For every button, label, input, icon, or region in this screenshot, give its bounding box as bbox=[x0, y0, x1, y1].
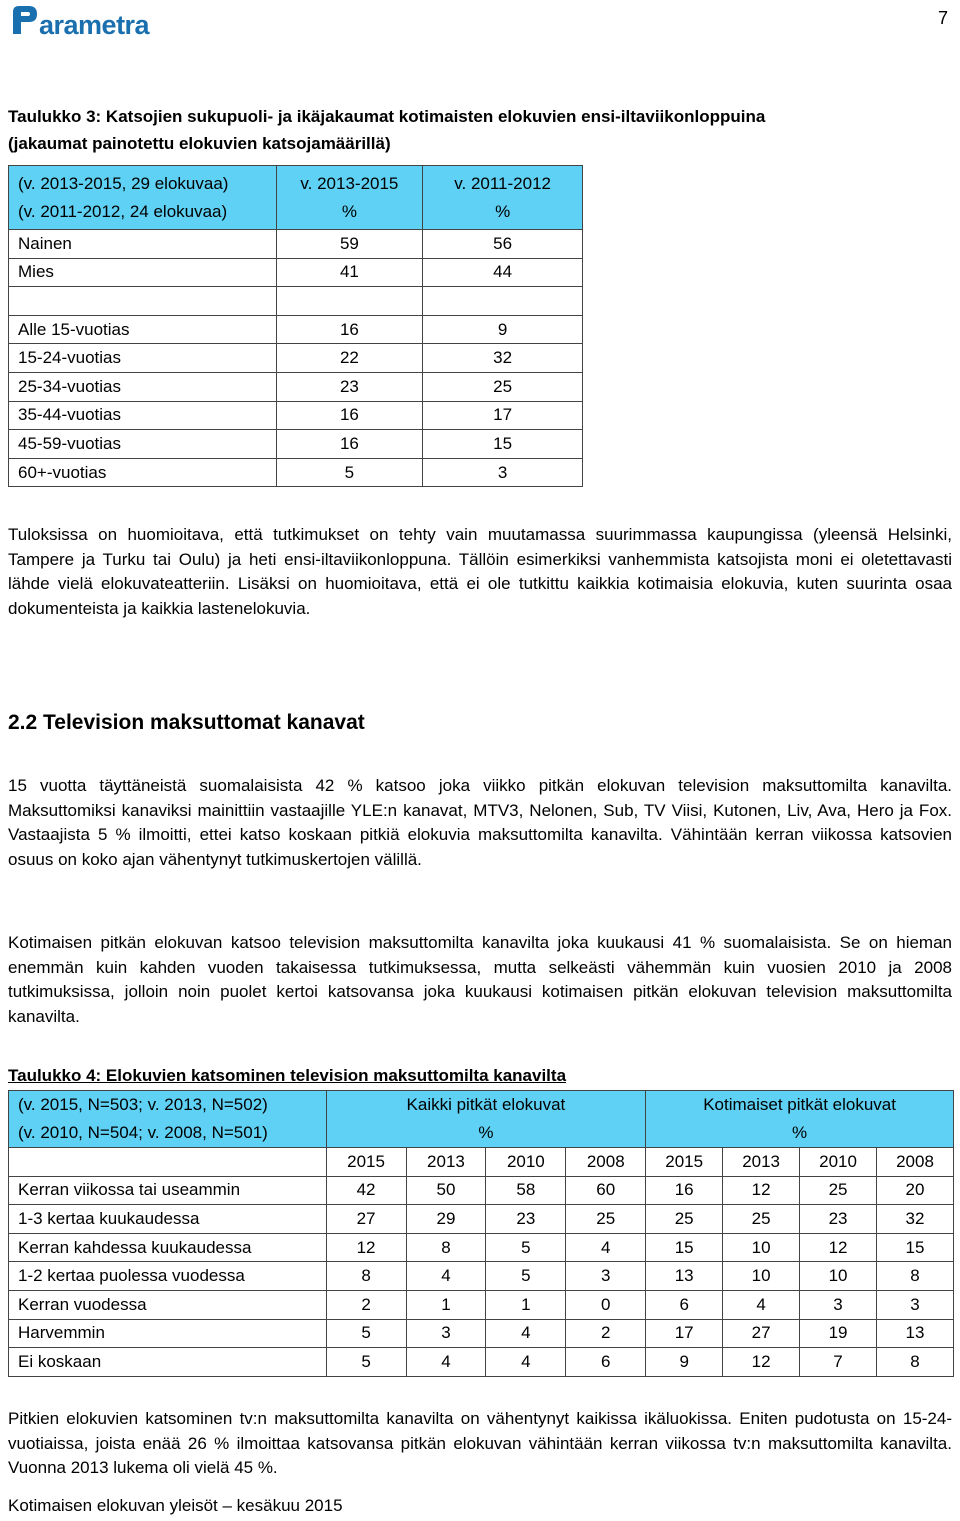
table4-row-value: 32 bbox=[876, 1205, 953, 1234]
table3-row-value-2013-2015 bbox=[276, 287, 423, 316]
table3-row-value-2013-2015: 16 bbox=[276, 315, 423, 344]
table4-row-value: 12 bbox=[326, 1233, 406, 1262]
table4-row-value: 15 bbox=[646, 1233, 723, 1262]
table4-row-value: 2 bbox=[326, 1290, 406, 1319]
table3-row-value-2011-2012: 25 bbox=[423, 372, 583, 401]
table4-row bbox=[9, 1205, 954, 1234]
table4-row-label: 1-2 kertaa puolessa vuodessa bbox=[9, 1262, 327, 1291]
table3-row-label: 35-44-vuotias bbox=[9, 401, 277, 430]
table4-row-value: 4 bbox=[486, 1319, 566, 1348]
table4-row-label: Harvemmin bbox=[9, 1319, 327, 1348]
table3-row bbox=[9, 344, 583, 373]
table3-caption-line1: Taulukko 3: Katsojien sukupuoli- ja ikäjakaumat kotimaisten elokuvien ensi-iltaviikonloppuina bbox=[8, 107, 766, 126]
table4-group-domestic-unit: % bbox=[792, 1123, 808, 1142]
table4-row-value: 19 bbox=[800, 1319, 877, 1348]
table4-row-label: Kerran viikossa tai useammin bbox=[9, 1176, 327, 1205]
table3-row-label: 60+-vuotias bbox=[9, 458, 277, 487]
table4-group-all-title: Kaikki pitkät elokuvat bbox=[406, 1095, 566, 1114]
table4-row-value: 60 bbox=[566, 1176, 646, 1205]
table3-row bbox=[9, 258, 583, 287]
table4-row-value: 4 bbox=[723, 1290, 800, 1319]
table3 bbox=[8, 165, 583, 487]
table3-row-label: Nainen bbox=[9, 230, 277, 259]
table3-caption bbox=[8, 103, 765, 157]
table3-row-value-2011-2012: 44 bbox=[423, 258, 583, 287]
table4-row-value: 8 bbox=[406, 1233, 486, 1262]
table3-row bbox=[9, 315, 583, 344]
table4-row bbox=[9, 1233, 954, 1262]
paragraph-4: Pitkien elokuvien katsominen tv:n maksuttomilta kanavilta on vähentynyt kaikissa ikäluokissa. Eniten pudotusta on 15-24-vuotiaissa, joista enää 26 % ilmoittaa katsovansa pitkän elokuvan vähintään kerran viikossa tv:n maksuttomilta kanavilta. Vuonna 2013 lukema oli vielä 45 %. bbox=[8, 1409, 952, 1477]
table4-row-label: Kerran kahdessa kuukaudessa bbox=[9, 1233, 327, 1262]
table4-row-value: 10 bbox=[723, 1262, 800, 1291]
table3-row bbox=[9, 230, 583, 259]
table3-row-value-2011-2012: 15 bbox=[423, 430, 583, 459]
table3-head-left-1: (v. 2013-2015, 29 elokuvaa) bbox=[18, 173, 229, 193]
table4-row-label: 1-3 kertaa kuukaudessa bbox=[9, 1205, 327, 1234]
table3-row-value-2013-2015: 22 bbox=[276, 344, 423, 373]
table4-group-domestic-title: Kotimaiset pitkät elokuvat bbox=[703, 1095, 896, 1114]
table3-head-col1-1: v. 2013-2015 bbox=[300, 173, 399, 193]
table3-row-label bbox=[9, 287, 277, 316]
table3-row bbox=[9, 287, 583, 316]
table3-row-value-2011-2012 bbox=[423, 287, 583, 316]
table4-row-value: 5 bbox=[486, 1233, 566, 1262]
table4-row-value: 8 bbox=[876, 1348, 953, 1377]
table4-row bbox=[9, 1319, 954, 1348]
table3-row-label: 15-24-vuotias bbox=[9, 344, 277, 373]
table4-row-value: 17 bbox=[646, 1319, 723, 1348]
table4-row-value: 13 bbox=[876, 1319, 953, 1348]
paragraph-3: Kotimaisen pitkän elokuvan katsoo television maksuttomilta kanavilta joka kuukausi 41 % suomalaisista. Se on hieman enemmän kuin kahden vuoden takaisessa tutkimuksessa, mutta selkeästi vähemmän kuin vuosien 2010 ja 2008 tutkimuksissa, jolloin noin puolet kertoi katsovansa joka kuukausi kotimaisen pitkän elokuvan television maksuttomilta kanavilta. bbox=[8, 933, 952, 1026]
table4-row-value: 23 bbox=[800, 1205, 877, 1234]
paragraph-1: Tuloksissa on huomioitava, että tutkimukset on tehty vain muutamassa suurimmassa kaupungissa (yleensä Helsinki, Tampere ja Turku tai Oulu) ja heti ensi-iltaviikonloppuna. Tällöin esimerkiksi vanhemmista katsojista moni ei oletettavasti lähde vielä elokuvateatteriin. Lisäksi on huomioitava, että ei ole tutkittu kaikkia kotimaisia elokuvia, kuten suurinta osaa dokumenteista ja kaikkia lastenelokuvia. bbox=[8, 525, 952, 618]
table4-row-value: 0 bbox=[566, 1290, 646, 1319]
table4-row bbox=[9, 1176, 954, 1205]
section-heading: 2.2 Television maksuttomat kanavat bbox=[8, 711, 365, 734]
table4-row-value: 4 bbox=[406, 1262, 486, 1291]
table3-row-value-2011-2012: 17 bbox=[423, 401, 583, 430]
table4-row-value: 25 bbox=[723, 1205, 800, 1234]
table4-row-value: 12 bbox=[800, 1233, 877, 1262]
table4-row-value: 3 bbox=[876, 1290, 953, 1319]
table3-row-value-2011-2012: 56 bbox=[423, 230, 583, 259]
table4-row-value: 10 bbox=[723, 1233, 800, 1262]
table4-years-row bbox=[9, 1148, 954, 1177]
table4-row-value: 13 bbox=[646, 1262, 723, 1291]
parametra-logo bbox=[9, 4, 161, 40]
table4-row-value: 27 bbox=[723, 1319, 800, 1348]
table3-row bbox=[9, 430, 583, 459]
table4-year-header: 2010 bbox=[800, 1148, 877, 1177]
table4-row-value: 5 bbox=[326, 1348, 406, 1377]
table4-row-value: 27 bbox=[326, 1205, 406, 1234]
table4-year-header: 2008 bbox=[876, 1148, 953, 1177]
table4-year-header: 2013 bbox=[723, 1148, 800, 1177]
table3-head-col2-2: % bbox=[495, 201, 511, 221]
table3-row-label: 45-59-vuotias bbox=[9, 430, 277, 459]
table4-head-left bbox=[9, 1091, 327, 1148]
table4-row-value: 25 bbox=[800, 1176, 877, 1205]
paragraph-2: 15 vuotta täyttäneistä suomalaisista 42 % katsoo joka viikko pitkän elokuvan television maksuttomilta kanavilta. Maksuttomiksi kanaviksi mainittiin vastaajille YLE:n kanavat, MTV3, Nelonen, Sub, TV Viisi, Kutonen, Liv, Ava, Hero ja Fox. Vastaajista 5 % ilmoitti, ettei katso koskaan pitkiä elokuvia maksuttomilta kanavilta. Vähintään kerran viikossa katsovien osuus on koko ajan vähentynyt tutkimuskertojen välillä. bbox=[8, 776, 952, 869]
table4-row-value: 9 bbox=[646, 1348, 723, 1377]
table4-row bbox=[9, 1290, 954, 1319]
table4-year-header: 2010 bbox=[486, 1148, 566, 1177]
table4-row-value: 1 bbox=[486, 1290, 566, 1319]
table3-row-value-2011-2012: 32 bbox=[423, 344, 583, 373]
table4-row-value: 29 bbox=[406, 1205, 486, 1234]
table4-year-header: 2015 bbox=[326, 1148, 406, 1177]
table4-group-all bbox=[326, 1091, 646, 1148]
table4-row-value: 10 bbox=[800, 1262, 877, 1291]
table4-row-value: 42 bbox=[326, 1176, 406, 1205]
table4 bbox=[8, 1090, 954, 1377]
table4-caption: Taulukko 4: Elokuvien katsominen television maksuttomilta kanavilta bbox=[8, 1066, 567, 1085]
table4-row-value: 3 bbox=[406, 1319, 486, 1348]
table4-row-value: 5 bbox=[326, 1319, 406, 1348]
table4-row-label: Ei koskaan bbox=[9, 1348, 327, 1377]
table4-row-value: 8 bbox=[876, 1262, 953, 1291]
table3-head-col2-1: v. 2011-2012 bbox=[454, 173, 551, 193]
table3-row-label: Mies bbox=[9, 258, 277, 287]
footer: Kotimaisen elokuvan yleisöt – kesäkuu 2015 bbox=[8, 1496, 343, 1515]
table4-row-value: 25 bbox=[646, 1205, 723, 1234]
table4-row-value: 4 bbox=[486, 1348, 566, 1377]
table4-row-value: 15 bbox=[876, 1233, 953, 1262]
table4-year-header: 2013 bbox=[406, 1148, 486, 1177]
table3-caption-line2: (jakaumat painotettu elokuvien katsojamäärillä) bbox=[8, 134, 391, 153]
table4-row-value: 6 bbox=[566, 1348, 646, 1377]
table3-head-left bbox=[9, 166, 277, 230]
table3-row-value-2013-2015: 41 bbox=[276, 258, 423, 287]
table3-row bbox=[9, 372, 583, 401]
table4-year-header: 2008 bbox=[566, 1148, 646, 1177]
table4-row-value: 20 bbox=[876, 1176, 953, 1205]
table4-head-left-1: (v. 2015, N=503; v. 2013, N=502) bbox=[18, 1095, 268, 1114]
table4-years-empty bbox=[9, 1148, 327, 1177]
table4-head-left-2: (v. 2010, N=504; v. 2008, N=501) bbox=[18, 1123, 268, 1142]
table4-row bbox=[9, 1348, 954, 1377]
table3-head-col1 bbox=[276, 166, 423, 230]
table4-row-value: 50 bbox=[406, 1176, 486, 1205]
table3-head-col2 bbox=[423, 166, 583, 230]
table3-row bbox=[9, 458, 583, 487]
table3-head-col1-2: % bbox=[341, 201, 357, 221]
table4-row-value: 25 bbox=[566, 1205, 646, 1234]
table4-row-value: 4 bbox=[406, 1348, 486, 1377]
table3-row bbox=[9, 401, 583, 430]
table3-row-value-2013-2015: 16 bbox=[276, 430, 423, 459]
table3-head-left-2: (v. 2011-2012, 24 elokuvaa) bbox=[18, 201, 228, 221]
table4-row-value: 4 bbox=[566, 1233, 646, 1262]
table4-group-all-unit: % bbox=[478, 1123, 494, 1142]
table4-row-value: 7 bbox=[800, 1348, 877, 1377]
table4-row-value: 12 bbox=[723, 1348, 800, 1377]
table4-year-header: 2015 bbox=[646, 1148, 723, 1177]
svg-text:arametra: arametra bbox=[39, 10, 150, 40]
table4-row-value: 23 bbox=[486, 1205, 566, 1234]
table4-row-value: 1 bbox=[406, 1290, 486, 1319]
table3-row-value-2011-2012: 9 bbox=[423, 315, 583, 344]
table4-row-value: 6 bbox=[646, 1290, 723, 1319]
table4-row bbox=[9, 1262, 954, 1291]
table4-row-value: 2 bbox=[566, 1319, 646, 1348]
table3-row-label: Alle 15-vuotias bbox=[9, 315, 277, 344]
table4-row-value: 12 bbox=[723, 1176, 800, 1205]
table4-row-value: 3 bbox=[800, 1290, 877, 1319]
table4-row-value: 8 bbox=[326, 1262, 406, 1291]
table4-row-value: 3 bbox=[566, 1262, 646, 1291]
table4-row-value: 58 bbox=[486, 1176, 566, 1205]
table3-row-value-2013-2015: 23 bbox=[276, 372, 423, 401]
table4-row-value: 5 bbox=[486, 1262, 566, 1291]
table4-group-domestic bbox=[646, 1091, 954, 1148]
table4-row-value: 16 bbox=[646, 1176, 723, 1205]
table3-row-label: 25-34-vuotias bbox=[9, 372, 277, 401]
table3-row-value-2013-2015: 59 bbox=[276, 230, 423, 259]
table3-row-value-2013-2015: 5 bbox=[276, 458, 423, 487]
table4-row-label: Kerran vuodessa bbox=[9, 1290, 327, 1319]
table3-row-value-2013-2015: 16 bbox=[276, 401, 423, 430]
page-number: 7 bbox=[937, 8, 948, 28]
table3-row-value-2011-2012: 3 bbox=[423, 458, 583, 487]
